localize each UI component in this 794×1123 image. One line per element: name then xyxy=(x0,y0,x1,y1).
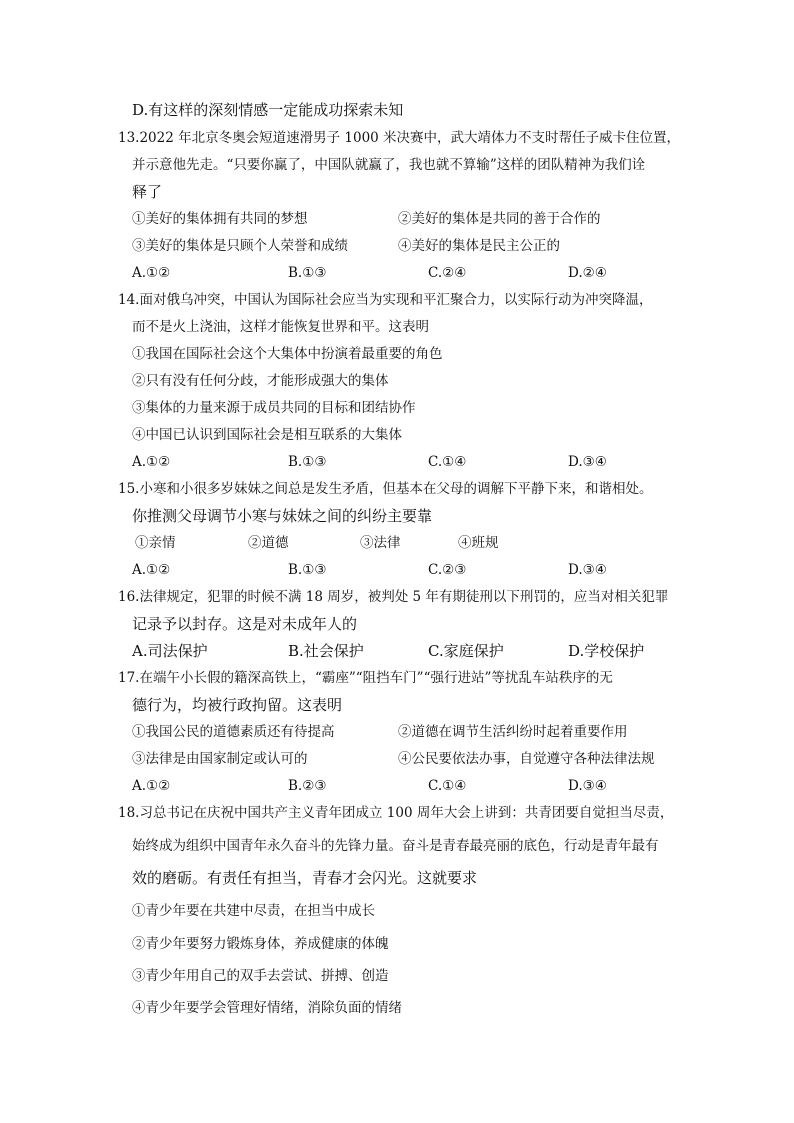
q18-stem-line3: 效的磨砺。有责任有担当，青春才会闪光。这就要求 xyxy=(132,869,478,887)
q13-choice-a: A.①② xyxy=(132,265,171,281)
q17-choice-a: A.①② xyxy=(132,778,171,794)
q14-statement-3: ③集体的力量来源于成员共同的目标和团结协作 xyxy=(132,400,416,416)
q17-choice-b: B.②③ xyxy=(288,778,327,794)
q13-stem-line2: 并示意他先走。“只要你赢了，中国队就赢了，我也就不算输”这样的团队精神为我们诠 xyxy=(132,157,646,173)
q15-statement-3: ③法律 xyxy=(360,535,401,551)
q16-stem-line1: 16.法律规定，犯罪的时候不满 18 周岁，被判处 5 年有期徒刑以下刑罚的，应当对相关犯罪 xyxy=(118,589,669,605)
q17-statement-3: ③法律是由国家制定或认可的 xyxy=(132,751,308,767)
q16-choice-c: C.家庭保护 xyxy=(428,642,504,660)
q18-statement-3: ③青少年用自己的双手去尝试、拼搏、创造 xyxy=(132,968,389,984)
q18-stem-line1: 18.习总书记在庆祝中国共产主义青年团成立 100 周年大会上讲到：共青团要自觉担当尽责， xyxy=(118,805,674,821)
q16-stem-line2: 记录予以封存。这是对未成年人的 xyxy=(132,615,358,633)
q18-stem-line2: 始终成为组织中国青年永久奋斗的先锋力量。奋斗是青春最亮丽的底色，行动是青年最有 xyxy=(132,838,659,854)
q13-stem-line3: 释了 xyxy=(132,183,163,201)
q15-stem-line2: 你推测父母调节小寒与妹妹之间的纠纷主要靠 xyxy=(132,507,433,525)
q14-choice-d: D.③④ xyxy=(568,454,607,470)
q18-statement-2: ②青少年要努力锻炼身体，养成健康的体魄 xyxy=(132,936,389,952)
q16-choice-d: D.学校保护 xyxy=(568,642,645,660)
q13-choice-c: C.②④ xyxy=(428,265,467,281)
q14-stem-line1: 14.面对俄乌冲突，中国认为国际社会应当为实现和平汇聚合力，以实际行动为冲突降温， xyxy=(118,292,653,308)
q15-statement-2: ②道德 xyxy=(248,535,289,551)
q14-stem-line2: 而不是火上浇油，这样才能恢复世界和平。这表明 xyxy=(132,319,429,335)
q18-statement-4: ④青少年要学会管理好情绪，消除负面的情绪 xyxy=(132,1000,402,1016)
q16-choice-b: B.社会保护 xyxy=(288,642,364,660)
q15-choice-c: C.②③ xyxy=(428,562,467,578)
q12-option-d: D.有这样的深刻情感一定能成功探索未知 xyxy=(132,101,404,119)
q16-choice-a: A.司法保护 xyxy=(132,642,208,660)
q18-statement-1: ①青少年要在共建中尽责，在担当中成长 xyxy=(132,903,375,919)
q17-stem-line1: 17.在端午小长假的籍深高铁上，“霸座”“阻挡车门”“强行进站”等扰乱车站秩序的无 xyxy=(118,670,613,686)
q15-choice-d: D.③④ xyxy=(568,562,607,578)
q14-statement-4: ④中国已认识到国际社会是相互联系的大集体 xyxy=(132,427,402,443)
q15-choice-a: A.①② xyxy=(132,562,171,578)
q15-choice-b: B.①③ xyxy=(288,562,327,578)
q14-statement-2: ②只有没有任何分歧，才能形成强大的集体 xyxy=(132,373,389,389)
q13-statement-1: ①美好的集体拥有共同的梦想 xyxy=(132,211,308,227)
q13-stem-line1: 13.2022 年北京冬奥会短道速滑男子 1000 米决赛中，武大靖体力不支时帮任子威卡住位置， xyxy=(118,130,681,146)
q15-stem-line1: 15.小寒和小很多岁妹妹之间总是发生矛盾，但基本在父母的调解下平静下来，和谐相处。 xyxy=(118,481,653,497)
q17-choice-c: C.①④ xyxy=(428,778,467,794)
q15-statement-4: ④班规 xyxy=(458,535,499,551)
q13-statement-3: ③美好的集体是只顾个人荣誉和成绩 xyxy=(132,238,348,254)
q14-statement-1: ①我国在国际社会这个大集体中扮演着最重要的角色 xyxy=(132,346,443,362)
q15-statement-1: ①亲情 xyxy=(135,535,176,551)
q13-statement-2: ②美好的集体是共同的善于合作的 xyxy=(398,211,601,227)
q14-choice-b: B.①③ xyxy=(288,454,327,470)
q17-statement-1: ①我国公民的道德素质还有待提高 xyxy=(132,724,335,740)
q13-choice-b: B.①③ xyxy=(288,265,327,281)
q17-statement-4: ④公民要依法办事，自觉遵守各种法律法规 xyxy=(398,751,655,767)
q17-statement-2: ②道德在调节生活纠纷时起着重要作用 xyxy=(398,724,628,740)
q13-choice-d: D.②④ xyxy=(568,265,607,281)
q14-choice-c: C.①④ xyxy=(428,454,467,470)
q17-stem-line2: 德行为，均被行政拘留。这表明 xyxy=(132,696,343,714)
q17-choice-d: D.③④ xyxy=(568,778,607,794)
q13-statement-4: ④美好的集体是民主公正的 xyxy=(398,238,560,254)
q14-choice-a: A.①② xyxy=(132,454,171,470)
